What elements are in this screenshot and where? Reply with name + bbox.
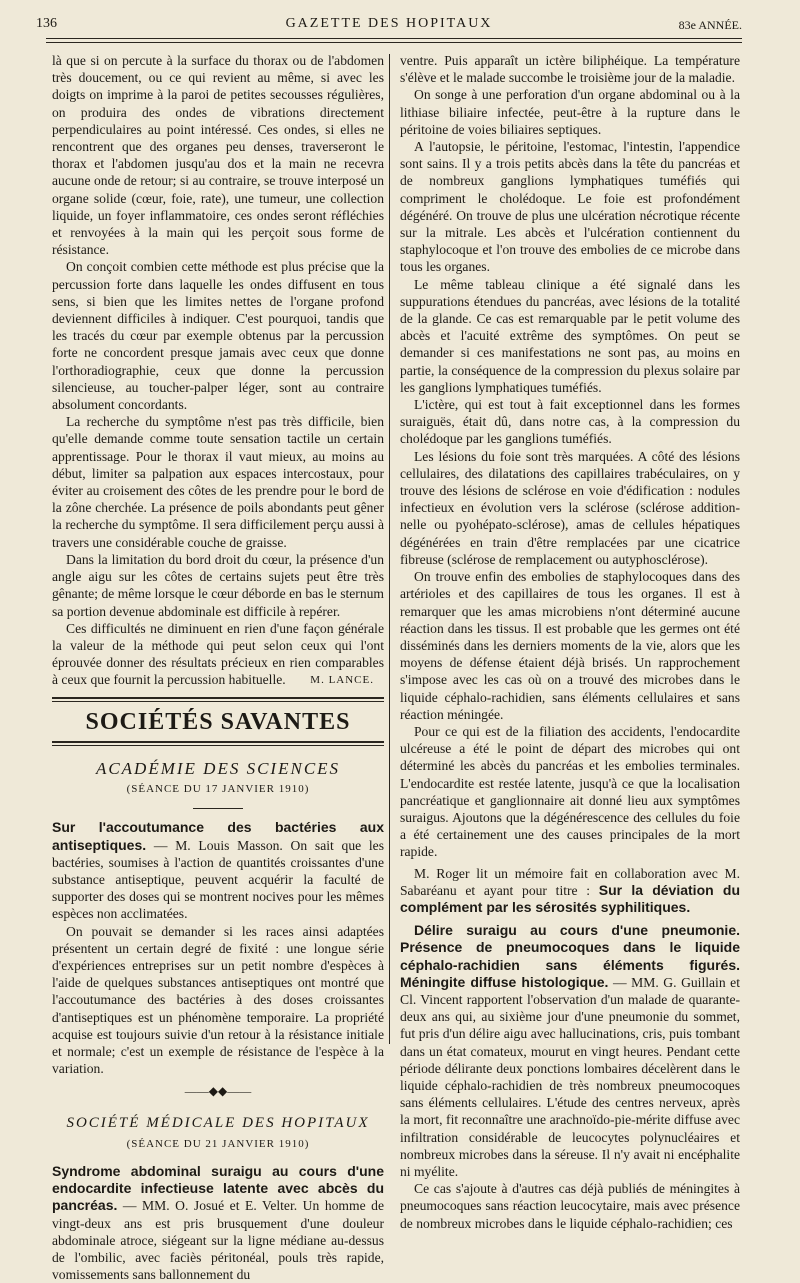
year-label: 83e ANNÉE. — [678, 18, 742, 32]
paragraph: Pour ce qui est de la filiation des accidents, l'endocardite ulcéreuse a été le point de départ des microbes qui ont déterminé les abcès du pancréas et les embolies terminales. L'endocardite est restée latente, jusqu'à ce que la localisation pancréatique et ganglionnaire ait donné lieu aux symptômes suraigus. Ajoutons que la dégénérescence des cellules du foie a été certainement une des causes principales de la mort rapide. — [400, 723, 740, 860]
ornament-divider: ——◆◆—— — [184, 1084, 252, 1099]
paragraph: là que si on percute à la surface du thorax ou de l'abdomen très doucement, ou ce qui revient au même, si avec les doigts on imprime à la paroi de petites secousses régulières, on produira des ondes de vibrations directement perpendiculaires au point intéressé. Ces ondes, si elles ne rencontrent que des organes peu denses, traverseront le thorax et l'abdomen jusqu'au dos et la main ne recevra aucune onde de retour; si au contraire, se trouve interposé un organe solide (cœur, foie, rate), une tumeur, une collection liquide, un foyer inflammatoire, ces ondes seront réfléchies et renvoyées à la main qui les perçoit sous forme de résistance. — [52, 53, 384, 258]
right-column — [400, 52, 740, 1232]
short-rule — [193, 808, 243, 809]
paragraph: Les lésions du foie sont très marquées. A côté des lésions cellulaires, des dilatations des capillaires trabéculaires, on y trouve des lésions de sclérose en voie d'édification : nodules infectieux en évolution vers la sclérose (sclérose addition-nelle ou pyohépato-sclérose), amas de cellules hépatiques dégénérées en train d'être remplacées par une cicatrice fibreuse (sclérose de remplacement ou autyphosclérose). — [400, 448, 740, 567]
paragraph: Le même tableau clinique a été signalé dans les suppurations étendues du pancréas, avec lésions de la totalité de la glande. Ce cas est remarquable par le petit volume des abcès et l'acuité extrême des symptômes. On peut se demander si ces manifestations ne sont pas, au moins en partie, la conséquence de la compression du plexus solaire par les ganglions lymphatiques tuméfiés. — [400, 276, 740, 395]
article-body: — M. Louis Masson. On sait que les bactéries, soumises à l'action de quantités croissantes d'une substance antiseptique, peuvent acquérir la faculté de supporter des doses qui se montrent nocives pour les mêmes espèces non acclimatées. — [52, 837, 384, 922]
article-body: — MM. O. Josué et E. Velter. Un homme de vingt-deux ans est pris brusquement d'une douleur abdominale atroce, siégeant sur la ligne médiane au-dessus de l'ombilic, avec faciès péritonéal, pouls très rapide, vomissements sans ballonnement du — [52, 1198, 384, 1283]
paragraph: On conçoit combien cette méthode est plus précise que la percussion forte dans laquelle les ondes diffusent en tous sens, si bien que les limites nettes de l'organe profond deviennent difficiles à indiquer. C'est pourquoi, tandis que les tracés du cœur par exemple obtenus par la percussion forte ne concordent presque jamais avec ceux que donne l'orthoradiographie, ceux que donne la percussion silencieuse, au toucher-palper léger, sont au contraire absolument concordants. — [52, 259, 384, 413]
paragraph: Ce cas s'ajoute à d'autres cas déjà publiés de méningites à pneumocoques sans réaction leucocytaire, mais avec présence de nombreux microbes dans le liquide céphalo-rachidien; ces — [400, 1181, 740, 1231]
left-column — [52, 52, 384, 1283]
paragraph: A l'autopsie, le péritoine, l'estomac, l'intestin, l'appendice sont sains. Il y a trois petits abcès dans la tête du pancréas et de nombreux ganglions lymphatiques tuméfiés qui compriment le cholédoque. Le foie est profondément dégénéré. On trouve de plus une ulcération nécrotique récente sur la mitrale. Les abcès et l'ulcération contiennent du staphylocoque et l'on trouve des embolies de ce microbe dans tous les organes. — [400, 139, 740, 275]
session-date: (SÉANCE DU 21 JANVIER 1910) — [126, 1137, 310, 1150]
paragraph: La recherche du symptôme n'est pas très difficile, bien qu'elle demande comme toute sensation tactile un certain apprentissage. Pour le thorax il vaut mieux, au moins au début, limiter sa palpation aux espaces intercostaux, pour éviter au croisement des côtes de les prendre pour le bord de la zône cherchée. La présence de poils abondants peut gêner la recherche du symptôme. Il sera difficilement perçu aussi à travers une considérable couche de graisse. — [52, 414, 384, 550]
section-title: SOCIÉTÉS SAVANTES — [85, 708, 351, 735]
article — [52, 819, 384, 922]
journal-title: GAZETTE DES HOPITAUX — [285, 16, 493, 31]
article-lead: M. Roger lit un mémoire fait en collaboration avec M. Sabaréanu et ayant pour titre : — [400, 865, 740, 898]
article — [52, 1163, 384, 1283]
page-header — [36, 14, 742, 36]
society-heading: SOCIÉTÉ MÉDICALE DES HOPITAUX — [66, 1114, 370, 1131]
academy-heading: ACADÉMIE DES SCIENCES — [95, 758, 341, 778]
paragraph: L'ictère, qui est tout à fait exceptionnel dans les formes suraiguës, était dû, dans notre cas, à la compression du cholédoque par les ganglions tuméfiés. — [400, 397, 740, 447]
section-separator — [52, 741, 384, 746]
article-title: Délire suraigu au cours d'une pneumonie. Présence de pneumocoques dans le liquide céphalo-rachidien sans éléments figurés. Méningite diffuse histologique. — [400, 922, 740, 990]
paragraph: Dans la limitation du bord droit du cœur, la présence d'un angle aigu sur les côtes de certains sujets peut être très gênante; de même lorsque le cœur déborde en bas le sternum sa portion devenue abdominale est difficile à repérer. — [52, 551, 384, 619]
page-number: 136 — [36, 16, 57, 31]
column-divider — [389, 54, 390, 1044]
article-title: Syndrome abdominal suraigu au cours d'une endocardite infectieuse latente avec abcès du pancréas. — [52, 1162, 384, 1214]
article-body: — MM. G. Guillain et Cl. Vincent rapportent l'observation d'un malade de quarante-deux ans qui, au sixième jour d'une pneumonie du sommet, fut pris d'un délire aigu avec hallucinations, cris, puis tombant dans un état comateux, mourut en vingt heures. Pendant cette période délirante deux ponctions lombaires décelèrent dans le liquide céphalo-rachidien de très nombreux pneumocoques sans éléments cellulaires. L'étude des centres nerveux, après la mort, fit reconnaître une arachnoïdo-pie-mérite diffuse avec infiltration considérable de leucocytes polynucléaires et nombreux microbes dans la séreuse. Il n'y avait ni encéphalite ni myélite. — [400, 974, 740, 1179]
paragraph: On trouve enfin des embolies de staphylocoques dans des artérioles et des capillaires de tous les organes. Il est à remarquer que les amas microbiens n'ont déterminé aucune réaction dans les tissus. Il est probable que les germes ont été disséminés dans les derniers moments de la vie, alors que les moyens de défense étaient déjà brisés. Un rapprochement s'impose avec les cas où on a trouvé des microbes dans le liquide céphalo-rachidien, sans éléments cellulaires et sans réaction méningée. — [400, 569, 740, 722]
article — [400, 922, 740, 1180]
paragraph: Ces difficultés ne diminuent en rien d'une façon générale la valeur de la méthode qui peut selon ceux qui l'ont éprouvée donner des résultats précieux en rien comparables à ceux que fournit la percussion habituelle. — [52, 620, 384, 688]
section-separator — [52, 697, 384, 702]
article — [400, 865, 740, 917]
paragraph: ventre. Puis apparaît un ictère biliphéique. La température s'élève et le malade succombe le troisième jour de la maladie. — [400, 53, 740, 86]
author-signature: M. LANCE. — [310, 673, 374, 686]
paragraph: On songe à une perforation d'un organe abdominal ou à la lithiase biliaire infectée, peut-être à la rupture dans le péritoine de voies biliaires septiques. — [400, 87, 740, 137]
header-rule — [46, 38, 742, 39]
header-rule-2 — [46, 42, 742, 43]
session-date: (SÉANCE DU 17 JANVIER 1910) — [126, 783, 310, 796]
article-title: Sur la déviation du complément par les sérosités syphilitiques. — [400, 881, 740, 915]
article-title: Sur l'accoutumance des bactéries aux antiseptiques. — [52, 819, 384, 853]
paragraph: On pouvait se demander si les races ainsi adaptées présentent un certain degré de fixité : une longue série d'expériences entreprises sur un petit nombre d'espèces à l'aide de quelques substances antiseptiques ont montré que l'accoutumance des bactéries à des doses croissantes d'antiseptiques est un phénomène temporaire. La propriété acquise est toujours suivie d'un retour à la résistance initiale et normale; c'est un exemple de résistance de l'espèce à la variation. — [52, 923, 384, 1077]
